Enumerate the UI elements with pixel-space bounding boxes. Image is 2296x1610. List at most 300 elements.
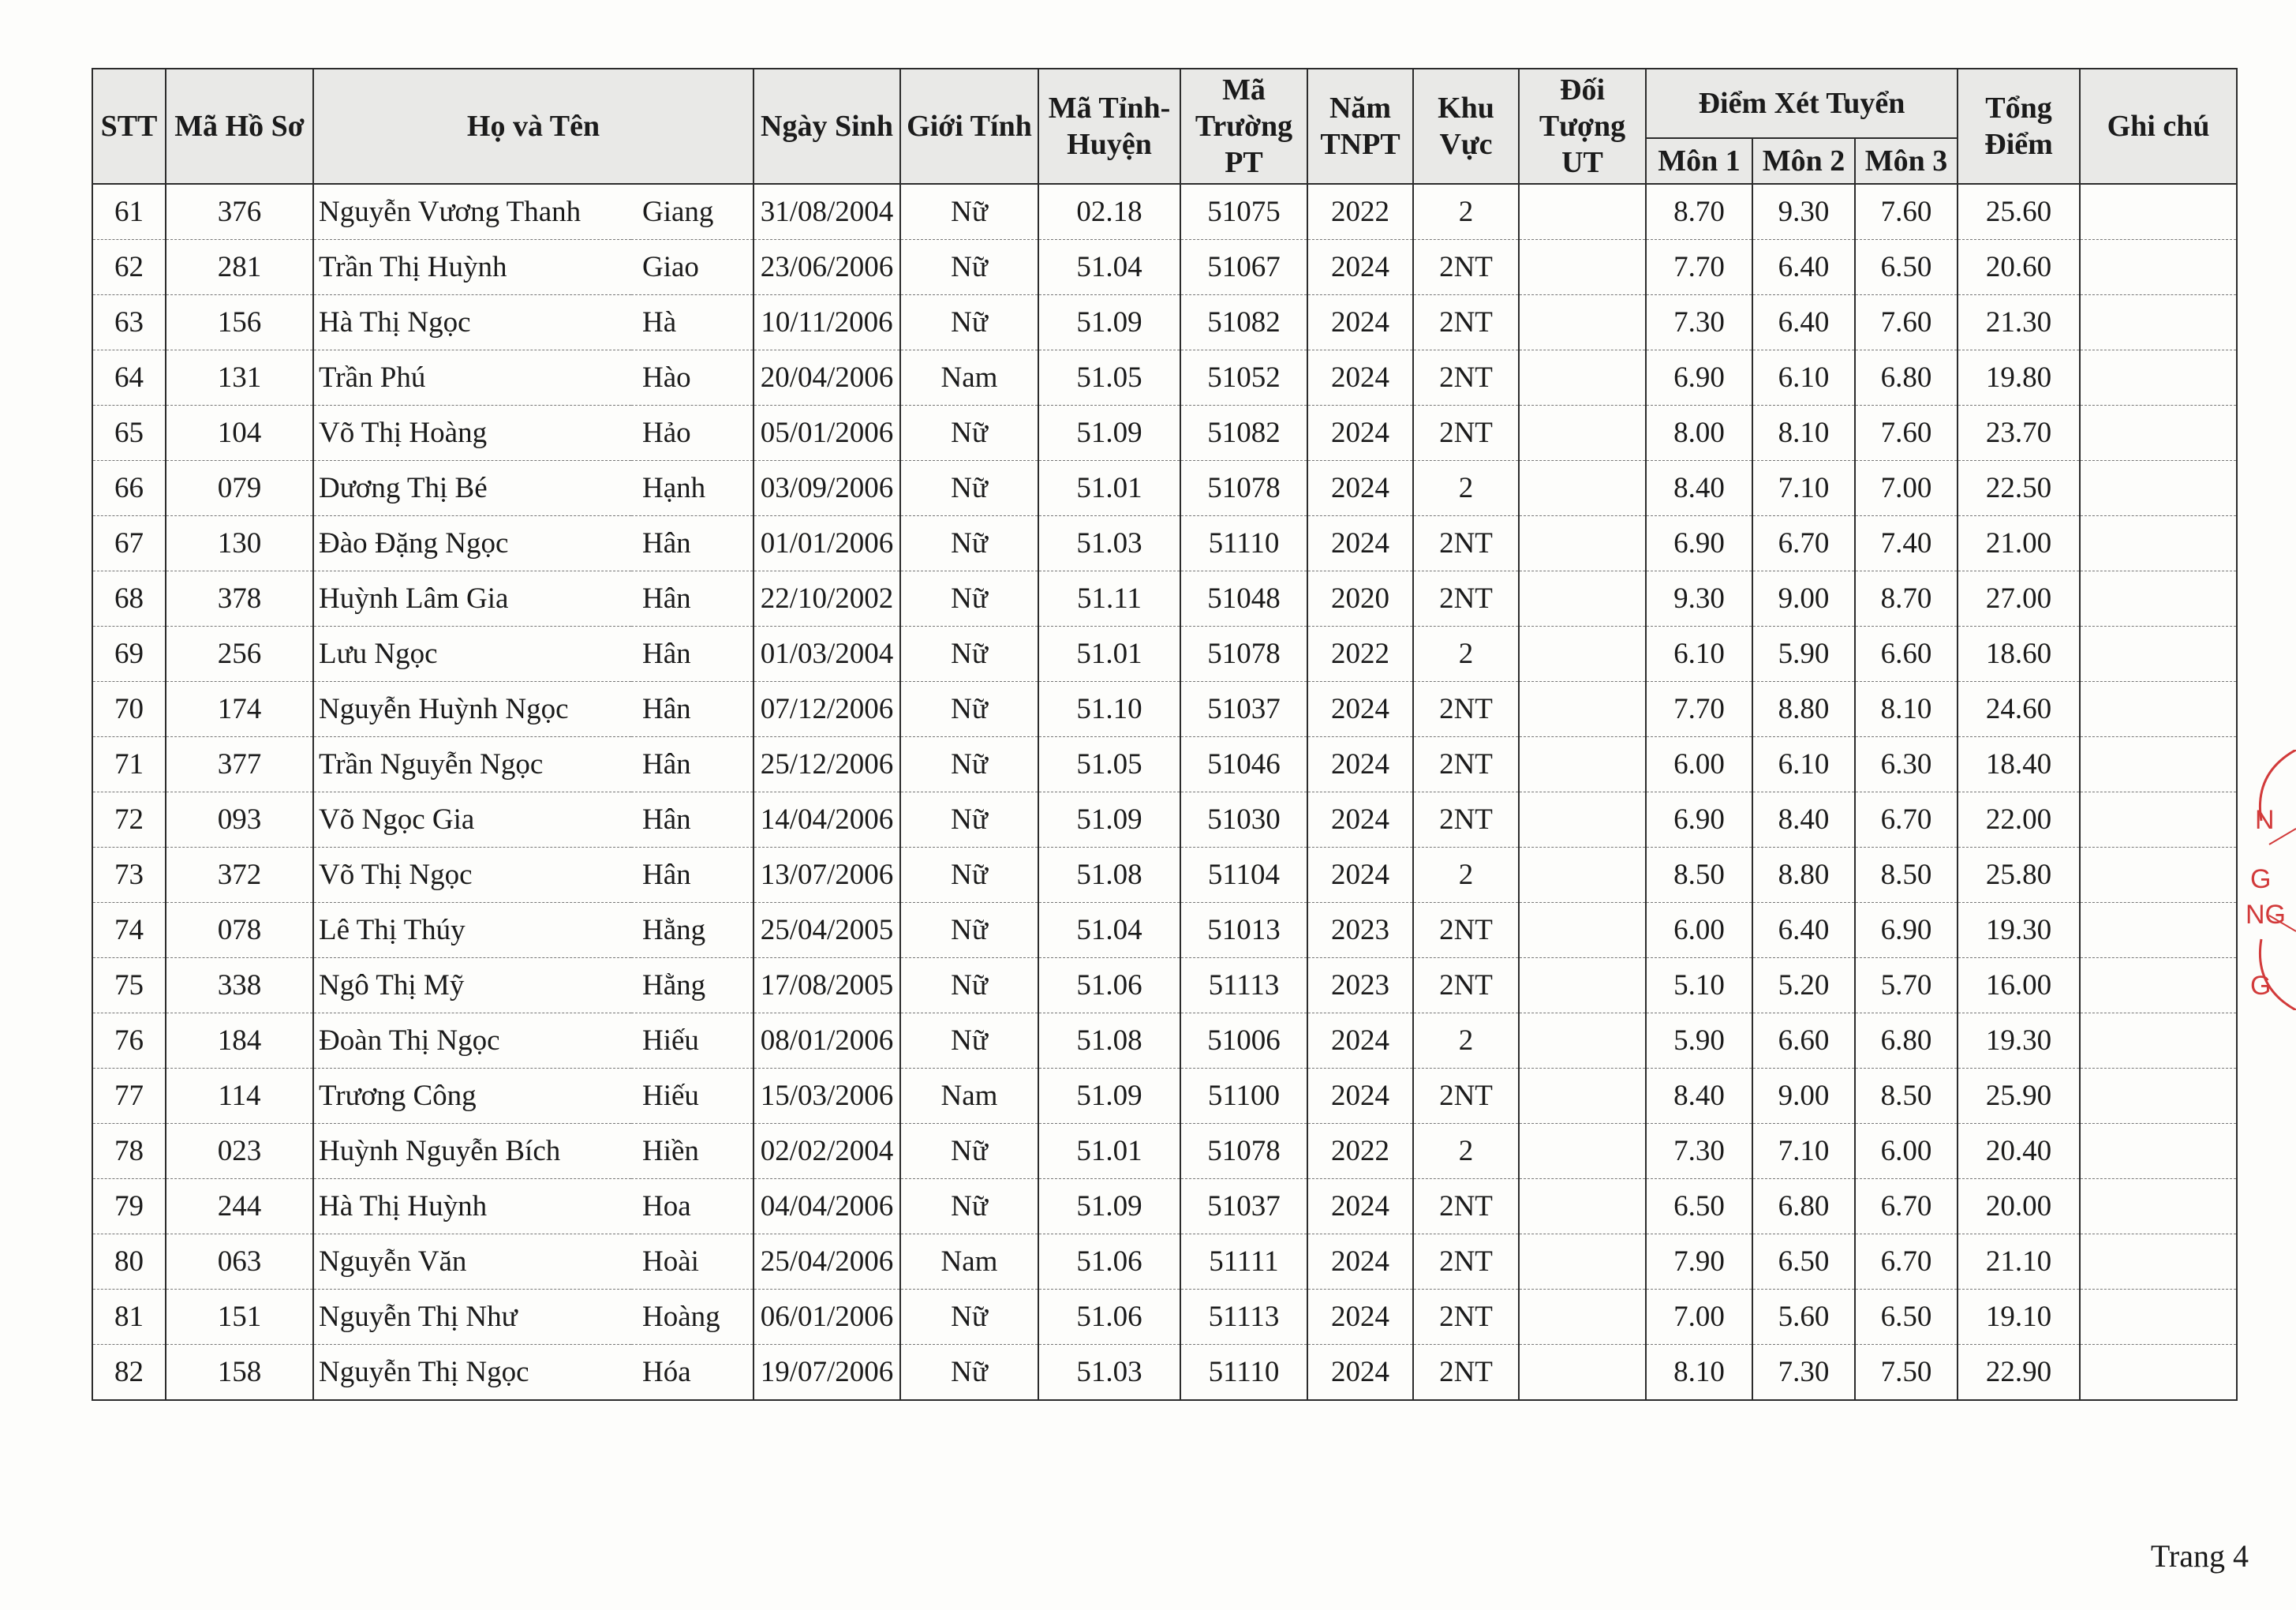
cell-mon1: 8.40 [1646, 461, 1752, 516]
cell-ghi-chu [2080, 792, 2237, 848]
table-row [92, 627, 2237, 682]
cell-mon1: 8.10 [1646, 1345, 1752, 1401]
cell-ho-dem: Trương Công [313, 1069, 631, 1124]
cell-mon2: 7.10 [1752, 461, 1855, 516]
cell-ma-truong-pt: 51078 [1180, 461, 1307, 516]
table-row [92, 461, 2237, 516]
cell-mon1: 6.00 [1646, 737, 1752, 792]
cell-mon1: 6.00 [1646, 903, 1752, 958]
cell-mon3: 6.60 [1855, 627, 1958, 682]
cell-gioi-tinh: Nữ [900, 1013, 1038, 1069]
cell-ngay-sinh: 04/04/2006 [753, 1179, 900, 1234]
cell-ghi-chu [2080, 737, 2237, 792]
cell-ngay-sinh: 14/04/2006 [753, 792, 900, 848]
cell-doi-tuong-ut [1519, 516, 1646, 571]
cell-mon2: 9.00 [1752, 1069, 1855, 1124]
cell-khu-vuc: 2NT [1413, 792, 1519, 848]
cell-ma-ho-so: 079 [166, 461, 313, 516]
cell-tong-diem: 21.30 [1958, 295, 2080, 350]
cell-tong-diem: 19.30 [1958, 1013, 2080, 1069]
cell-stt: 64 [92, 350, 166, 406]
cell-mon3: 5.70 [1855, 958, 1958, 1013]
cell-ma-ho-so: 174 [166, 682, 313, 737]
table-row [92, 240, 2237, 295]
cell-ma-truong-pt: 51037 [1180, 682, 1307, 737]
cell-ngay-sinh: 19/07/2006 [753, 1345, 900, 1401]
cell-ten: Hân [631, 682, 753, 737]
col-header-mon1: Môn 1 [1646, 138, 1752, 184]
cell-ma-tinh-huyen: 02.18 [1038, 184, 1180, 240]
col-header-diem-xet-tuyen: Điểm Xét Tuyển [1646, 69, 1958, 138]
cell-mon2: 9.00 [1752, 571, 1855, 627]
red-stamp-fragment [2246, 750, 2296, 1010]
cell-mon1: 6.50 [1646, 1179, 1752, 1234]
cell-tong-diem: 20.60 [1958, 240, 2080, 295]
cell-ten: Hân [631, 848, 753, 903]
cell-mon2: 6.50 [1752, 1234, 1855, 1290]
cell-tong-diem: 27.00 [1958, 571, 2080, 627]
cell-mon1: 7.70 [1646, 240, 1752, 295]
cell-gioi-tinh: Nam [900, 350, 1038, 406]
cell-ma-ho-so: 104 [166, 406, 313, 461]
table-row [92, 903, 2237, 958]
cell-ma-truong-pt: 51037 [1180, 1179, 1307, 1234]
cell-khu-vuc: 2NT [1413, 1345, 1519, 1401]
cell-tong-diem: 25.90 [1958, 1069, 2080, 1124]
cell-doi-tuong-ut [1519, 406, 1646, 461]
cell-mon1: 8.70 [1646, 184, 1752, 240]
cell-doi-tuong-ut [1519, 627, 1646, 682]
cell-ghi-chu [2080, 240, 2237, 295]
col-header-ma-tinh-huyen: Mã Tỉnh-Huyện [1038, 69, 1180, 184]
cell-ngay-sinh: 25/12/2006 [753, 737, 900, 792]
cell-ten: Hoa [631, 1179, 753, 1234]
cell-mon1: 6.90 [1646, 792, 1752, 848]
cell-ma-truong-pt: 51100 [1180, 1069, 1307, 1124]
cell-ghi-chu [2080, 848, 2237, 903]
cell-tong-diem: 21.10 [1958, 1234, 2080, 1290]
cell-ten: Hằng [631, 958, 753, 1013]
cell-stt: 81 [92, 1290, 166, 1345]
cell-ghi-chu [2080, 1234, 2237, 1290]
cell-ma-truong-pt: 51110 [1180, 516, 1307, 571]
cell-ma-truong-pt: 51113 [1180, 1290, 1307, 1345]
cell-nam-tnpt: 2024 [1307, 682, 1413, 737]
cell-khu-vuc: 2NT [1413, 1179, 1519, 1234]
cell-mon1: 7.90 [1646, 1234, 1752, 1290]
cell-mon1: 9.30 [1646, 571, 1752, 627]
cell-doi-tuong-ut [1519, 350, 1646, 406]
cell-ngay-sinh: 31/08/2004 [753, 184, 900, 240]
cell-ma-ho-so: 281 [166, 240, 313, 295]
cell-nam-tnpt: 2024 [1307, 240, 1413, 295]
cell-ma-ho-so: 130 [166, 516, 313, 571]
cell-gioi-tinh: Nữ [900, 240, 1038, 295]
cell-khu-vuc: 2NT [1413, 1069, 1519, 1124]
cell-mon3: 7.60 [1855, 406, 1958, 461]
cell-ghi-chu [2080, 184, 2237, 240]
cell-nam-tnpt: 2024 [1307, 792, 1413, 848]
cell-ma-truong-pt: 51078 [1180, 627, 1307, 682]
cell-ngay-sinh: 05/01/2006 [753, 406, 900, 461]
table-row [92, 737, 2237, 792]
cell-mon2: 8.40 [1752, 792, 1855, 848]
cell-mon2: 8.80 [1752, 682, 1855, 737]
table-row [92, 682, 2237, 737]
cell-mon1: 7.70 [1646, 682, 1752, 737]
cell-ghi-chu [2080, 1345, 2237, 1401]
cell-ma-tinh-huyen: 51.09 [1038, 1069, 1180, 1124]
cell-ho-dem: Hà Thị Huỳnh [313, 1179, 631, 1234]
cell-tong-diem: 25.60 [1958, 184, 2080, 240]
cell-mon1: 6.90 [1646, 350, 1752, 406]
cell-ho-dem: Hà Thị Ngọc [313, 295, 631, 350]
cell-ma-truong-pt: 51046 [1180, 737, 1307, 792]
col-header-doi-tuong-ut: Đối Tượng UT [1519, 69, 1646, 184]
cell-mon1: 7.00 [1646, 1290, 1752, 1345]
cell-tong-diem: 24.60 [1958, 682, 2080, 737]
cell-ma-truong-pt: 51048 [1180, 571, 1307, 627]
cell-khu-vuc: 2 [1413, 1124, 1519, 1179]
cell-gioi-tinh: Nữ [900, 1290, 1038, 1345]
cell-doi-tuong-ut [1519, 1069, 1646, 1124]
table-row [92, 1069, 2237, 1124]
cell-doi-tuong-ut [1519, 1124, 1646, 1179]
cell-doi-tuong-ut [1519, 1345, 1646, 1401]
cell-mon3: 8.50 [1855, 848, 1958, 903]
cell-ma-truong-pt: 51075 [1180, 184, 1307, 240]
cell-stt: 67 [92, 516, 166, 571]
cell-ten: Hoàng [631, 1290, 753, 1345]
cell-nam-tnpt: 2020 [1307, 571, 1413, 627]
cell-gioi-tinh: Nữ [900, 461, 1038, 516]
cell-ma-tinh-huyen: 51.11 [1038, 571, 1180, 627]
cell-nam-tnpt: 2024 [1307, 737, 1413, 792]
cell-doi-tuong-ut [1519, 1290, 1646, 1345]
cell-gioi-tinh: Nữ [900, 406, 1038, 461]
table-row [92, 1013, 2237, 1069]
cell-ma-truong-pt: 51110 [1180, 1345, 1307, 1401]
cell-doi-tuong-ut [1519, 184, 1646, 240]
cell-nam-tnpt: 2024 [1307, 1069, 1413, 1124]
cell-mon2: 9.30 [1752, 184, 1855, 240]
cell-ma-truong-pt: 51030 [1180, 792, 1307, 848]
cell-stt: 78 [92, 1124, 166, 1179]
cell-ma-ho-so: 151 [166, 1290, 313, 1345]
cell-ma-tinh-huyen: 51.01 [1038, 627, 1180, 682]
cell-ho-dem: Nguyễn Văn [313, 1234, 631, 1290]
cell-mon3: 7.00 [1855, 461, 1958, 516]
cell-ho-dem: Dương Thị Bé [313, 461, 631, 516]
cell-mon3: 8.50 [1855, 1069, 1958, 1124]
col-header-ma-truong-pt: Mã Trường PT [1180, 69, 1307, 184]
cell-ngay-sinh: 02/02/2004 [753, 1124, 900, 1179]
cell-khu-vuc: 2NT [1413, 682, 1519, 737]
cell-ngay-sinh: 20/04/2006 [753, 350, 900, 406]
cell-ma-ho-so: 338 [166, 958, 313, 1013]
cell-tong-diem: 18.60 [1958, 627, 2080, 682]
cell-khu-vuc: 2NT [1413, 295, 1519, 350]
cell-khu-vuc: 2NT [1413, 571, 1519, 627]
cell-gioi-tinh: Nữ [900, 1179, 1038, 1234]
col-header-ghi-chu: Ghi chú [2080, 69, 2237, 184]
cell-mon2: 5.90 [1752, 627, 1855, 682]
cell-nam-tnpt: 2024 [1307, 406, 1413, 461]
cell-doi-tuong-ut [1519, 737, 1646, 792]
cell-khu-vuc: 2NT [1413, 958, 1519, 1013]
cell-mon3: 6.50 [1855, 240, 1958, 295]
cell-ghi-chu [2080, 516, 2237, 571]
cell-tong-diem: 22.00 [1958, 792, 2080, 848]
cell-ghi-chu [2080, 1179, 2237, 1234]
cell-ma-tinh-huyen: 51.08 [1038, 848, 1180, 903]
cell-doi-tuong-ut [1519, 461, 1646, 516]
cell-stt: 62 [92, 240, 166, 295]
cell-gioi-tinh: Nữ [900, 848, 1038, 903]
cell-ma-truong-pt: 51067 [1180, 240, 1307, 295]
cell-ho-dem: Trần Phú [313, 350, 631, 406]
cell-ma-ho-so: 158 [166, 1345, 313, 1401]
col-header-khu-vuc: Khu Vực [1413, 69, 1519, 184]
table-row [92, 571, 2237, 627]
cell-ma-truong-pt: 51113 [1180, 958, 1307, 1013]
col-header-nam-tnpt: Năm TNPT [1307, 69, 1413, 184]
cell-ghi-chu [2080, 1013, 2237, 1069]
cell-doi-tuong-ut [1519, 1234, 1646, 1290]
cell-ten: Hiếu [631, 1069, 753, 1124]
cell-tong-diem: 19.10 [1958, 1290, 2080, 1345]
cell-ten: Hà [631, 295, 753, 350]
cell-mon3: 7.60 [1855, 184, 1958, 240]
cell-ho-dem: Võ Thị Ngọc [313, 848, 631, 903]
cell-ten: Hạnh [631, 461, 753, 516]
cell-tong-diem: 23.70 [1958, 406, 2080, 461]
col-header-ngay-sinh: Ngày Sinh [753, 69, 900, 184]
cell-tong-diem: 16.00 [1958, 958, 2080, 1013]
cell-mon2: 7.10 [1752, 1124, 1855, 1179]
cell-stt: 65 [92, 406, 166, 461]
stamp-letter: NG [2246, 900, 2286, 930]
cell-khu-vuc: 2NT [1413, 516, 1519, 571]
cell-mon2: 5.60 [1752, 1290, 1855, 1345]
cell-ma-tinh-huyen: 51.06 [1038, 1290, 1180, 1345]
cell-ho-dem: Huỳnh Nguyễn Bích [313, 1124, 631, 1179]
cell-mon3: 6.70 [1855, 792, 1958, 848]
cell-doi-tuong-ut [1519, 240, 1646, 295]
cell-khu-vuc: 2 [1413, 1013, 1519, 1069]
col-header-mon2: Môn 2 [1752, 138, 1855, 184]
cell-ten: Hân [631, 516, 753, 571]
cell-ngay-sinh: 17/08/2005 [753, 958, 900, 1013]
cell-mon1: 8.40 [1646, 1069, 1752, 1124]
cell-tong-diem: 21.00 [1958, 516, 2080, 571]
cell-ma-truong-pt: 51082 [1180, 406, 1307, 461]
cell-gioi-tinh: Nữ [900, 1345, 1038, 1401]
cell-nam-tnpt: 2024 [1307, 848, 1413, 903]
cell-ghi-chu [2080, 958, 2237, 1013]
cell-ma-truong-pt: 51082 [1180, 295, 1307, 350]
cell-gioi-tinh: Nữ [900, 958, 1038, 1013]
cell-mon3: 7.60 [1855, 295, 1958, 350]
cell-ngay-sinh: 03/09/2006 [753, 461, 900, 516]
cell-ghi-chu [2080, 903, 2237, 958]
cell-ghi-chu [2080, 1290, 2237, 1345]
cell-ho-dem: Đào Đặng Ngọc [313, 516, 631, 571]
table-row [92, 1124, 2237, 1179]
cell-ma-ho-so: 023 [166, 1124, 313, 1179]
cell-doi-tuong-ut [1519, 295, 1646, 350]
cell-ghi-chu [2080, 571, 2237, 627]
cell-nam-tnpt: 2024 [1307, 461, 1413, 516]
cell-ma-tinh-huyen: 51.10 [1038, 682, 1180, 737]
cell-ma-ho-so: 063 [166, 1234, 313, 1290]
cell-ma-ho-so: 376 [166, 184, 313, 240]
cell-ma-tinh-huyen: 51.09 [1038, 295, 1180, 350]
cell-ma-tinh-huyen: 51.03 [1038, 516, 1180, 571]
cell-stt: 61 [92, 184, 166, 240]
cell-ma-truong-pt: 51052 [1180, 350, 1307, 406]
cell-tong-diem: 18.40 [1958, 737, 2080, 792]
cell-ho-dem: Võ Ngọc Gia [313, 792, 631, 848]
cell-ngay-sinh: 13/07/2006 [753, 848, 900, 903]
cell-ghi-chu [2080, 350, 2237, 406]
cell-khu-vuc: 2 [1413, 461, 1519, 516]
cell-ten: Hân [631, 737, 753, 792]
cell-ma-tinh-huyen: 51.09 [1038, 1179, 1180, 1234]
cell-ho-dem: Lưu Ngọc [313, 627, 631, 682]
cell-ho-dem: Nguyễn Huỳnh Ngọc [313, 682, 631, 737]
cell-gioi-tinh: Nữ [900, 682, 1038, 737]
cell-gioi-tinh: Nữ [900, 516, 1038, 571]
cell-ma-truong-pt: 51006 [1180, 1013, 1307, 1069]
cell-mon3: 6.70 [1855, 1234, 1958, 1290]
cell-mon3: 6.90 [1855, 903, 1958, 958]
cell-khu-vuc: 2 [1413, 184, 1519, 240]
table-row [92, 1179, 2237, 1234]
cell-ma-tinh-huyen: 51.01 [1038, 1124, 1180, 1179]
cell-mon3: 6.80 [1855, 1013, 1958, 1069]
cell-khu-vuc: 2NT [1413, 350, 1519, 406]
cell-mon2: 5.20 [1752, 958, 1855, 1013]
cell-stt: 63 [92, 295, 166, 350]
cell-gioi-tinh: Nam [900, 1234, 1038, 1290]
cell-mon3: 7.40 [1855, 516, 1958, 571]
cell-tong-diem: 20.00 [1958, 1179, 2080, 1234]
cell-ma-tinh-huyen: 51.04 [1038, 240, 1180, 295]
cell-ma-truong-pt: 51104 [1180, 848, 1307, 903]
cell-ngay-sinh: 23/06/2006 [753, 240, 900, 295]
cell-nam-tnpt: 2024 [1307, 1345, 1413, 1401]
cell-stt: 73 [92, 848, 166, 903]
admission-score-table [92, 68, 2238, 1401]
cell-stt: 69 [92, 627, 166, 682]
cell-mon3: 6.70 [1855, 1179, 1958, 1234]
cell-ho-dem: Trần Thị Huỳnh [313, 240, 631, 295]
cell-ngay-sinh: 25/04/2005 [753, 903, 900, 958]
cell-ma-truong-pt: 51111 [1180, 1234, 1307, 1290]
cell-ho-dem: Nguyễn Thị Ngọc [313, 1345, 631, 1401]
cell-nam-tnpt: 2023 [1307, 903, 1413, 958]
cell-mon2: 6.40 [1752, 903, 1855, 958]
cell-doi-tuong-ut [1519, 903, 1646, 958]
cell-ma-ho-so: 131 [166, 350, 313, 406]
cell-mon3: 7.50 [1855, 1345, 1958, 1401]
cell-ho-dem: Trần Nguyễn Ngọc [313, 737, 631, 792]
table-row [92, 184, 2237, 240]
cell-ma-ho-so: 244 [166, 1179, 313, 1234]
table-row [92, 1345, 2237, 1401]
cell-ngay-sinh: 22/10/2002 [753, 571, 900, 627]
cell-ngay-sinh: 15/03/2006 [753, 1069, 900, 1124]
cell-mon2: 6.70 [1752, 516, 1855, 571]
cell-nam-tnpt: 2024 [1307, 516, 1413, 571]
cell-mon3: 6.30 [1855, 737, 1958, 792]
cell-ngay-sinh: 07/12/2006 [753, 682, 900, 737]
cell-ma-tinh-huyen: 51.05 [1038, 350, 1180, 406]
cell-ma-ho-so: 156 [166, 295, 313, 350]
cell-nam-tnpt: 2022 [1307, 1124, 1413, 1179]
cell-ma-tinh-huyen: 51.09 [1038, 792, 1180, 848]
cell-mon3: 8.70 [1855, 571, 1958, 627]
cell-nam-tnpt: 2024 [1307, 1290, 1413, 1345]
cell-ngay-sinh: 01/01/2006 [753, 516, 900, 571]
cell-ho-dem: Nguyễn Vương Thanh [313, 184, 631, 240]
cell-doi-tuong-ut [1519, 1013, 1646, 1069]
cell-nam-tnpt: 2024 [1307, 1234, 1413, 1290]
cell-ho-dem: Lê Thị Thúy [313, 903, 631, 958]
cell-gioi-tinh: Nữ [900, 1124, 1038, 1179]
cell-mon2: 8.80 [1752, 848, 1855, 903]
cell-ngay-sinh: 10/11/2006 [753, 295, 900, 350]
table-row [92, 516, 2237, 571]
cell-gioi-tinh: Nữ [900, 737, 1038, 792]
table-row [92, 1290, 2237, 1345]
cell-gioi-tinh: Nữ [900, 571, 1038, 627]
cell-mon1: 6.90 [1646, 516, 1752, 571]
cell-mon3: 6.80 [1855, 350, 1958, 406]
cell-ten: Hiếu [631, 1013, 753, 1069]
cell-ma-ho-so: 184 [166, 1013, 313, 1069]
cell-ho-dem: Huỳnh Lâm Gia [313, 571, 631, 627]
cell-ghi-chu [2080, 1069, 2237, 1124]
cell-ngay-sinh: 01/03/2004 [753, 627, 900, 682]
cell-stt: 74 [92, 903, 166, 958]
cell-khu-vuc: 2NT [1413, 240, 1519, 295]
cell-ten: Giang [631, 184, 753, 240]
cell-ma-tinh-huyen: 51.04 [1038, 903, 1180, 958]
col-header-gioi-tinh: Giới Tính [900, 69, 1038, 184]
table-row [92, 848, 2237, 903]
stamp-letter: N [2255, 805, 2275, 835]
cell-ho-dem: Ngô Thị Mỹ [313, 958, 631, 1013]
cell-gioi-tinh: Nữ [900, 627, 1038, 682]
table-row [92, 295, 2237, 350]
cell-doi-tuong-ut [1519, 571, 1646, 627]
cell-tong-diem: 25.80 [1958, 848, 2080, 903]
cell-ma-truong-pt: 51013 [1180, 903, 1307, 958]
cell-gioi-tinh: Nữ [900, 903, 1038, 958]
cell-doi-tuong-ut [1519, 848, 1646, 903]
cell-nam-tnpt: 2022 [1307, 184, 1413, 240]
cell-mon3: 6.50 [1855, 1290, 1958, 1345]
cell-tong-diem: 22.50 [1958, 461, 2080, 516]
cell-ma-ho-so: 114 [166, 1069, 313, 1124]
cell-stt: 76 [92, 1013, 166, 1069]
cell-khu-vuc: 2NT [1413, 903, 1519, 958]
cell-ho-dem: Đoàn Thị Ngọc [313, 1013, 631, 1069]
cell-ten: Hiền [631, 1124, 753, 1179]
cell-mon3: 8.10 [1855, 682, 1958, 737]
